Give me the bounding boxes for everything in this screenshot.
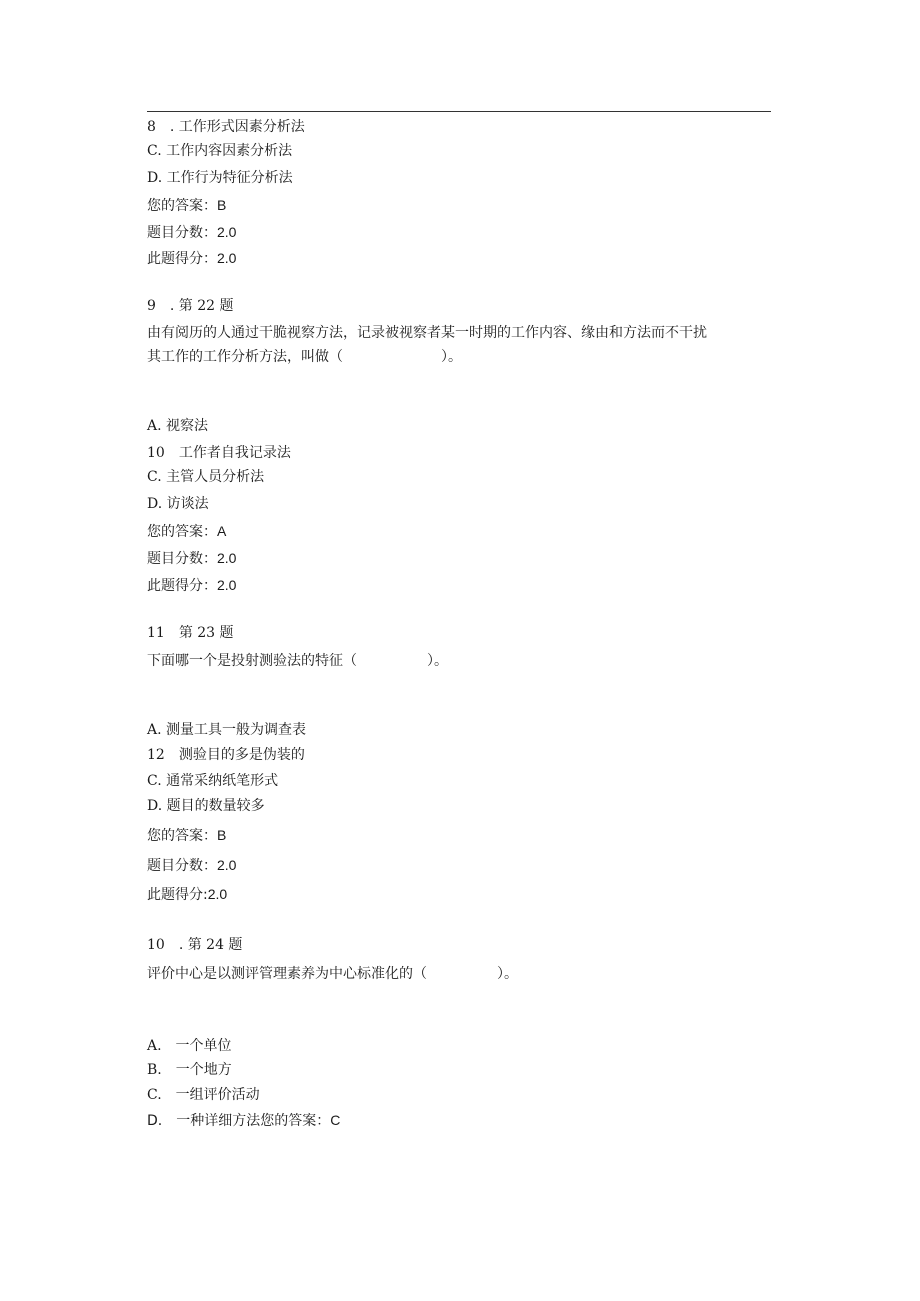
option-line: 10 工作者自我记录法 (147, 445, 291, 461)
option-line: D. 工作行为特征分析法 (147, 170, 293, 186)
option-line: 8 . 工作形式因素分析法 (147, 119, 305, 135)
earned-score-value: 2.0 (207, 886, 228, 902)
earned-score-row (147, 249, 236, 268)
your-answer-value: B (217, 827, 227, 843)
earned-score-row (147, 576, 236, 595)
option-line: D. 题目的数量较多 (147, 798, 265, 814)
your-answer-value: B (217, 197, 227, 213)
question-score-value: 2.0 (217, 224, 237, 240)
option-line: A. 测量工具一般为调查表 (147, 722, 307, 738)
earned-score-row (147, 885, 227, 904)
header-rule (147, 111, 771, 112)
question-score-row (147, 856, 236, 875)
option-line: C. 一组评价活动 (147, 1087, 260, 1103)
question-stem: 下面哪一个是投射测验法的特征（ ）。 (147, 653, 448, 669)
earned-score-label: 此题得分： (147, 578, 217, 594)
earned-score-value: 2.0 (217, 577, 237, 593)
your-answer-label: 您的答案： (147, 524, 217, 540)
question-stem: 其工作的工作分析方法，叫做（ ）。 (147, 349, 462, 365)
question-stem: 评价中心是以测评管理素养为中心标准化的（ ）。 (147, 966, 518, 982)
your-answer-label: 您的答案： (147, 828, 217, 844)
option-line: C. 通常采纳纸笔形式 (147, 773, 279, 789)
earned-score-value: 2.0 (217, 250, 237, 266)
option-line: 12 测验目的多是伪装的 (147, 747, 305, 763)
your-answer-row (147, 522, 226, 541)
question-heading: 9 . 第 22 题 (147, 298, 234, 314)
option-line: A. 一个单位 (147, 1038, 232, 1054)
option-line: C. 主管人员分析法 (147, 469, 265, 485)
option-line: C. 工作内容因素分析法 (147, 143, 293, 159)
question-score-row (147, 223, 236, 242)
question-score-label: 题目分数： (147, 858, 217, 874)
option-text: D. 一种详细方法您的答案： (147, 1113, 331, 1129)
question-score-value: 2.0 (217, 857, 237, 873)
your-answer-row (147, 196, 226, 215)
earned-score-label: 此题得分： (147, 251, 217, 267)
your-answer-value: A (217, 523, 227, 539)
question-heading: 10 . 第 24 题 (147, 937, 243, 953)
question-score-label: 题目分数： (147, 551, 217, 567)
your-answer-label: 您的答案： (147, 198, 217, 214)
your-answer-value: C (330, 1112, 341, 1128)
your-answer-row (147, 826, 226, 845)
earned-score-label: 此题得分: (147, 887, 208, 903)
option-line: D. 访谈法 (147, 496, 209, 512)
option-line (147, 1111, 340, 1130)
option-line: A. 视察法 (147, 418, 209, 434)
question-score-label: 题目分数： (147, 225, 217, 241)
option-line: B. 一个地方 (147, 1062, 232, 1078)
question-score-row (147, 549, 236, 568)
question-heading: 11 第 23 题 (147, 625, 234, 641)
question-stem: 由有阅历的人通过干脆视察方法，记录被视察者某一时期的工作内容、缘由和方法而不干扰 (147, 325, 707, 341)
question-score-value: 2.0 (217, 550, 237, 566)
